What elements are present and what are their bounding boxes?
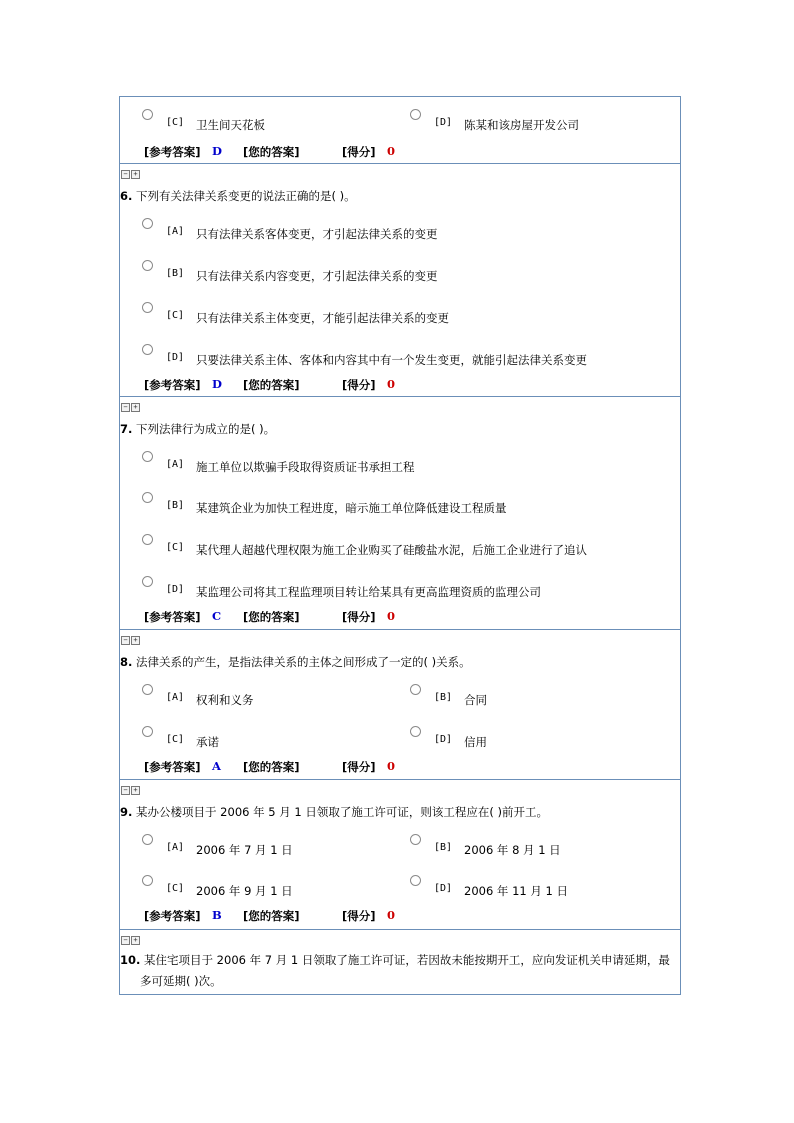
radio-icon[interactable] [142,726,153,737]
option-text: 某建筑企业为加快工程进度，暗示施工单位降低建设工程质量 [196,501,507,515]
score-value: 0 [387,759,396,773]
option-letter: [D] [434,734,453,745]
score-value: 0 [387,377,396,391]
option-letter: [C] [166,883,185,894]
score-label: [得分] [342,145,376,159]
collapse-icon[interactable]: − [121,786,130,795]
question-6 [119,164,681,397]
expand-icon[interactable]: + [131,936,140,945]
ref-answer-label: [参考答案] [144,760,201,774]
radio-icon[interactable] [142,451,153,462]
question-stem: 某办公楼项目于 2006 年 5 月 1 日领取了施工许可证，则该工程应在( )前开工。 [136,805,548,819]
option-text: 卫生间天花板 [196,118,265,132]
question-number: 8. [120,655,133,669]
radio-icon[interactable] [142,218,153,229]
question-text [120,950,670,971]
question-8 [119,630,681,780]
collapse-icon[interactable]: − [121,936,130,945]
radio-icon[interactable] [142,260,153,271]
score-value: 0 [387,609,396,623]
option-text: 只有法律关系主体变更，才能引起法律关系的变更 [196,311,449,325]
option-letter: [C] [166,117,185,128]
toggle-group [121,636,141,649]
option-text: 合同 [464,693,487,707]
option-letter: [B] [166,268,185,279]
ref-answer-value: B [212,908,222,922]
radio-icon[interactable] [142,534,153,545]
option-text: 只有法律关系内容变更，才引起法律关系的变更 [196,269,438,283]
option-letter: [A] [166,692,185,703]
toggle-group [121,936,141,949]
question-5-tail [119,96,681,164]
question-stem: 下列法律行为成立的是( )。 [136,422,276,436]
toggle-group [121,403,141,416]
question-text [120,186,356,207]
expand-icon[interactable]: + [131,403,140,412]
option-letter: [B] [434,692,453,703]
option-letter: [B] [166,500,185,511]
ref-answer-value: A [212,759,221,773]
score-label: [得分] [342,909,376,923]
option-text: 只要法律关系主体、客体和内容其中有一个发生变更，就能引起法律关系变更 [196,353,587,367]
question-stem-line-1: 某住宅项目于 2006 年 7 月 1 日领取了施工许可证，若因故未能按期开工，应向发证机关申请延期，最 [144,953,670,967]
toggle-group [121,786,141,799]
option-letter: [D] [434,117,453,128]
option-text: 2006 年 8 月 1 日 [464,843,561,857]
toggle-group [121,170,141,183]
score-value: 0 [387,908,396,922]
ref-answer-label: [参考答案] [144,378,201,392]
radio-icon[interactable] [142,875,153,886]
expand-icon[interactable]: + [131,636,140,645]
option-letter: [B] [434,842,453,853]
ref-answer-value: D [212,377,222,391]
question-number: 9. [120,805,133,819]
radio-icon[interactable] [142,109,153,120]
option-letter: [D] [166,584,185,595]
ref-answer-value: D [212,144,222,158]
radio-icon[interactable] [410,684,421,695]
question-7 [119,397,681,630]
option-letter: [D] [166,352,185,363]
option-text: 权利和义务 [196,693,254,707]
score-label: [得分] [342,610,376,624]
option-text: 信用 [464,735,487,749]
option-text: 某代理人超越代理权限为施工企业购买了硅酸盐水泥，后施工企业进行了追认 [196,543,587,557]
score-value: 0 [387,144,396,158]
radio-icon[interactable] [142,576,153,587]
radio-icon[interactable] [410,726,421,737]
question-number: 7. [120,422,133,436]
your-answer-label: [您的答案] [243,378,300,392]
question-text-continued [140,971,222,992]
score-label: [得分] [342,378,376,392]
radio-icon[interactable] [142,344,153,355]
your-answer-label: [您的答案] [243,909,300,923]
question-text [120,419,275,440]
question-9 [119,780,681,930]
ref-answer-label: [参考答案] [144,610,201,624]
radio-icon[interactable] [142,684,153,695]
expand-icon[interactable]: + [131,170,140,179]
question-stem-line-2: 多可延期( )次。 [140,974,222,988]
collapse-icon[interactable]: − [121,636,130,645]
question-stem: 法律关系的产生，是指法律关系的主体之间形成了一定的( )关系。 [136,655,471,669]
collapse-icon[interactable]: − [121,403,130,412]
question-number: 6. [120,189,133,203]
option-letter: [A] [166,459,185,470]
option-letter: [A] [166,842,185,853]
exam-sheet [119,96,681,995]
radio-icon[interactable] [410,834,421,845]
option-text: 陈某和该房屋开发公司 [464,118,579,132]
ref-answer-value: C [212,609,222,623]
option-letter: [C] [166,310,185,321]
score-label: [得分] [342,760,376,774]
question-stem: 下列有关法律关系变更的说法正确的是( )。 [136,189,356,203]
ref-answer-label: [参考答案] [144,909,201,923]
your-answer-label: [您的答案] [243,760,300,774]
radio-icon[interactable] [142,302,153,313]
ref-answer-label: [参考答案] [144,145,201,159]
collapse-icon[interactable]: − [121,170,130,179]
option-text: 2006 年 9 月 1 日 [196,884,293,898]
your-answer-label: [您的答案] [243,610,300,624]
your-answer-label: [您的答案] [243,145,300,159]
question-10 [119,930,681,995]
option-text: 承诺 [196,735,219,749]
option-letter: [C] [166,542,185,553]
option-text: 2006 年 7 月 1 日 [196,843,293,857]
radio-icon[interactable] [410,875,421,886]
option-text: 只有法律关系客体变更，才引起法律关系的变更 [196,227,438,241]
expand-icon[interactable]: + [131,786,140,795]
option-text: 某监理公司将其工程监理项目转让给某具有更高监理资质的监理公司 [196,585,541,599]
option-letter: [A] [166,226,185,237]
option-letter: [D] [434,883,453,894]
radio-icon[interactable] [142,492,153,503]
question-number: 10. [120,953,141,967]
question-text [120,802,548,823]
question-text [120,652,471,673]
option-text: 施工单位以欺骗手段取得资质证书承担工程 [196,460,415,474]
radio-icon[interactable] [410,109,421,120]
option-text: 2006 年 11 月 1 日 [464,884,568,898]
radio-icon[interactable] [142,834,153,845]
option-letter: [C] [166,734,185,745]
